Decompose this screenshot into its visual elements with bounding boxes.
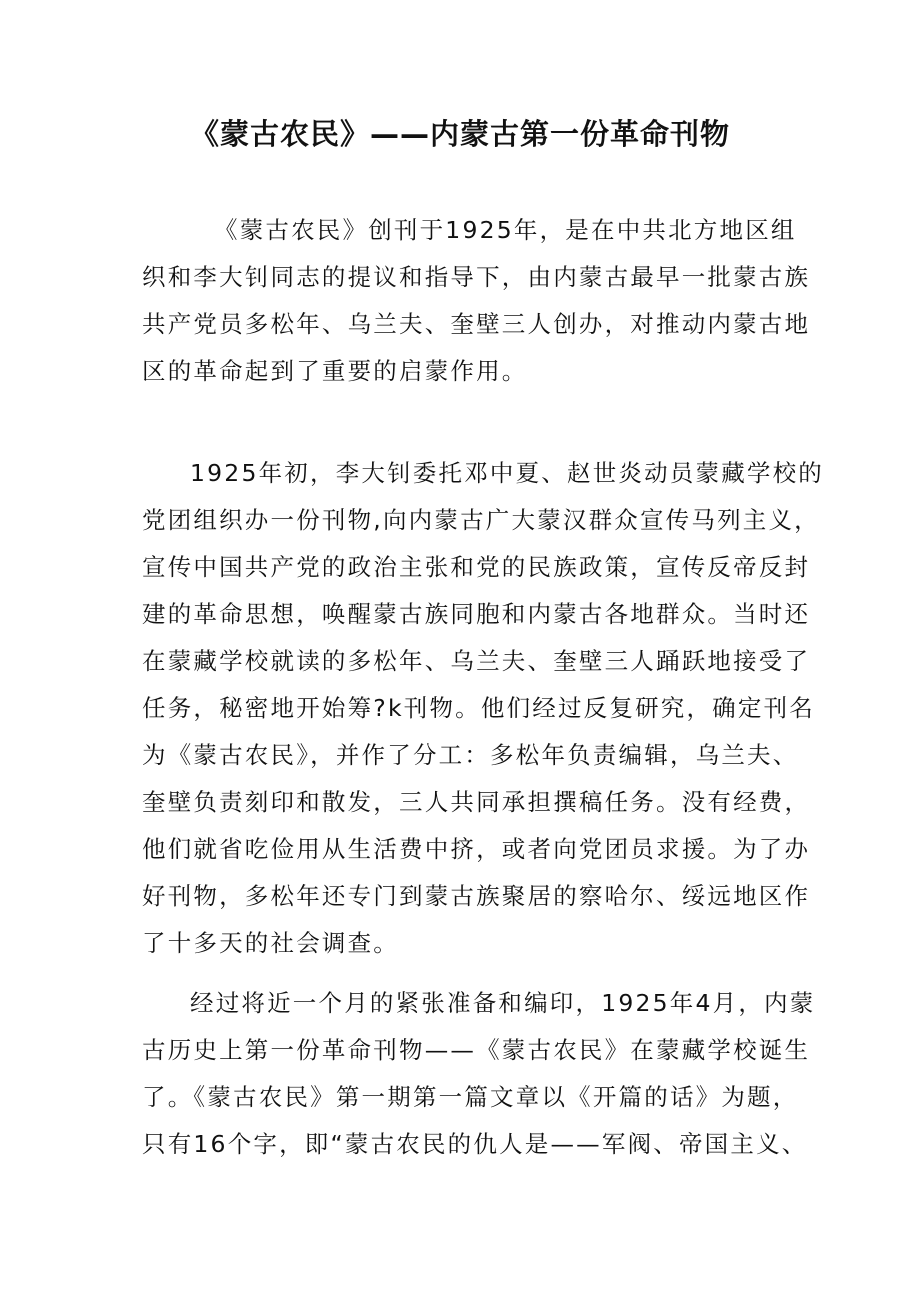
paragraph-line: 党团组织办一份刊物,向内蒙古广大蒙汉群众宣传马列主义，	[142, 506, 820, 534]
paragraph-line: 《蒙古农民》创刊于1925年，是在中共北方地区组	[214, 216, 797, 244]
paragraph-line: 在蒙藏学校就读的多松年、乌兰夫、奎壁三人踊跃地接受了	[142, 647, 811, 675]
paragraph-line: 了十多天的社会调查。	[142, 929, 399, 957]
paragraph-line: 古历史上第一份革命刊物——《蒙古农民》在蒙藏学校诞生	[142, 1036, 811, 1064]
paragraph-line: 了。《蒙古农民》第一期第一篇文章以《开篇的话》为题，	[142, 1083, 799, 1111]
paragraph-line: 织和李大钊同志的提议和指导下，由内蒙古最早一批蒙古族	[142, 263, 811, 291]
paragraph-3	[142, 980, 816, 1168]
paragraph-line: 他们就省吃俭用从生活费中挤，或者向党团员求援。为了办	[142, 835, 811, 863]
paragraph-line: 区的革命起到了重要的启蒙作用。	[142, 357, 528, 385]
paragraph-line: 好刊物，多松年还专门到蒙古族聚居的察哈尔、绥远地区作	[142, 882, 811, 910]
paragraph-2	[142, 450, 825, 967]
paragraph-line: 共产党员多松年、乌兰夫、奎壁三人创办，对推动内蒙古地	[142, 310, 811, 338]
paragraph-1	[142, 207, 811, 395]
document-title: 《蒙古农民》——内蒙古第一份革命刊物	[189, 117, 730, 151]
paragraph-line: 宣传中国共产党的政治主张和党的民族政策，宣传反帝反封	[142, 553, 811, 581]
paragraph-line: 1925年初，李大钊委托邓中夏、赵世炎动员蒙藏学校的	[190, 459, 825, 487]
paragraph-line: 任务，秘密地开始筹?k刊物。他们经过反复研究，确定刊名	[142, 694, 815, 722]
paragraph-line: 奎壁负责刻印和散发，三人共同承担撰稿任务。没有经费，	[142, 788, 811, 816]
paragraph-line: 建的革命思想，唤醒蒙古族同胞和内蒙古各地群众。当时还	[142, 600, 811, 628]
paragraph-line: 经过将近一个月的紧张准备和编印，1925年4月，内蒙	[190, 989, 816, 1017]
paragraph-line: 为《蒙古农民》，并作了分工：多松年负责编辑，乌兰夫、	[142, 741, 799, 769]
paragraph-line: 只有16个字，即“蒙古农民的仇人是——军阀、帝国主义、	[142, 1130, 808, 1158]
